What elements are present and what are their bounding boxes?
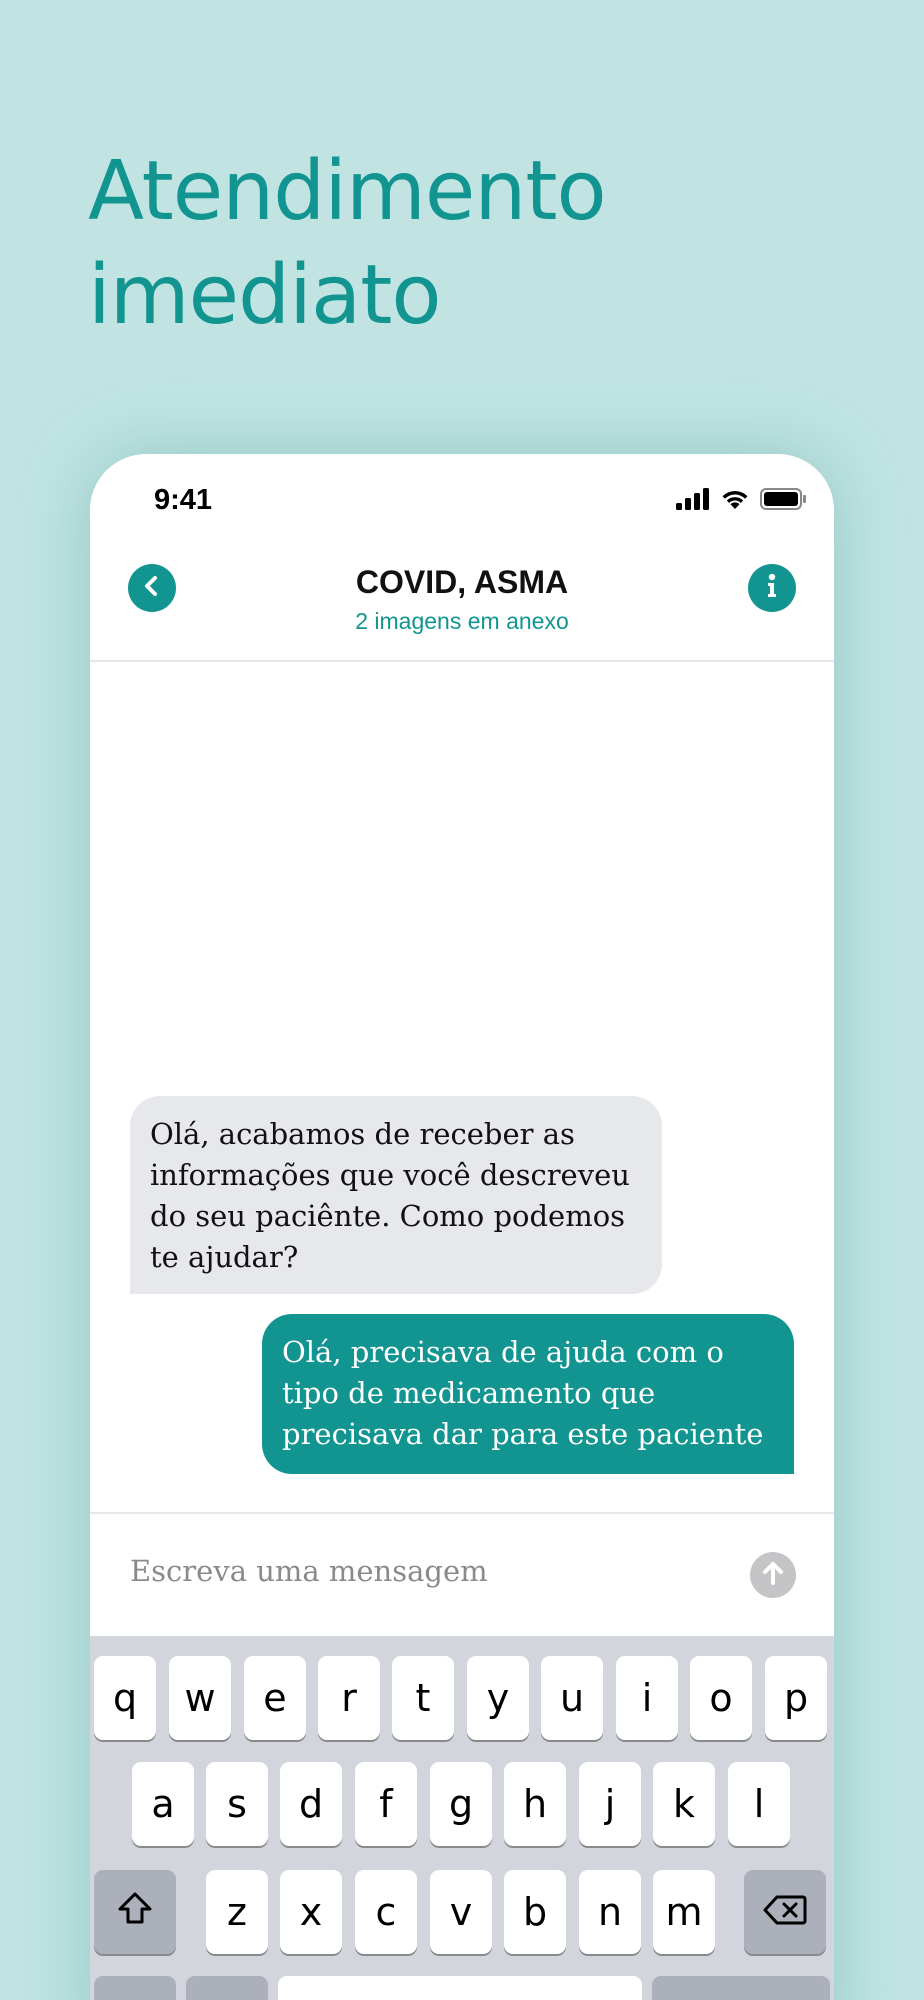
numbers-key[interactable] [94, 1976, 176, 2000]
key-p[interactable]: p [765, 1656, 827, 1740]
signal-icon [676, 488, 710, 515]
info-icon [762, 572, 782, 605]
battery-icon [760, 488, 806, 515]
chat-title: COVID, ASMA [355, 564, 569, 600]
emoji-key[interactable] [186, 1976, 268, 2000]
key-i[interactable]: i [616, 1656, 678, 1740]
key-j[interactable]: j [579, 1762, 641, 1846]
key-o[interactable]: o [690, 1656, 752, 1740]
key-e[interactable]: e [244, 1656, 306, 1740]
keyboard [90, 1636, 834, 2000]
shift-key[interactable] [94, 1870, 176, 1954]
message-input[interactable] [130, 1554, 710, 1588]
key-t[interactable]: t [392, 1656, 454, 1740]
headline-line-1: Atendimento [88, 144, 606, 239]
key-d[interactable]: d [280, 1762, 342, 1846]
key-x[interactable]: x [280, 1870, 342, 1954]
send-button[interactable] [750, 1552, 796, 1598]
headline-line-2: imediato [88, 248, 441, 343]
key-w[interactable]: w [169, 1656, 231, 1740]
return-key[interactable] [652, 1976, 830, 2000]
message-incoming: Olá, acabamos de receber as informações que você descreveu do seu paciênte. Como podemos te ajudar? [130, 1096, 662, 1294]
wifi-icon [720, 488, 750, 515]
key-n[interactable]: n [579, 1870, 641, 1954]
status-time: 9:41 [154, 484, 213, 516]
message-outgoing: Olá, precisava de ajuda com o tipo de medicamento que precisava dar para este paciente [262, 1314, 794, 1474]
key-h[interactable]: h [504, 1762, 566, 1846]
nav-bar [90, 550, 834, 662]
phone-frame [90, 454, 834, 2000]
key-c[interactable]: c [355, 1870, 417, 1954]
key-k[interactable]: k [653, 1762, 715, 1846]
attachments-link[interactable]: 2 imagens em anexo [355, 608, 569, 634]
message-composer [90, 1512, 834, 1636]
status-bar [90, 454, 834, 550]
shift-icon [117, 1890, 153, 1934]
key-u[interactable]: u [541, 1656, 603, 1740]
key-r[interactable]: r [318, 1656, 380, 1740]
send-icon [760, 1559, 786, 1592]
key-y[interactable]: y [467, 1656, 529, 1740]
info-button[interactable] [748, 564, 796, 612]
key-v[interactable]: v [430, 1870, 492, 1954]
headline [88, 140, 606, 348]
key-g[interactable]: g [430, 1762, 492, 1846]
key-s[interactable]: s [206, 1762, 268, 1846]
status-icons [676, 488, 806, 515]
key-z[interactable]: z [206, 1870, 268, 1954]
backspace-icon [763, 1890, 807, 1934]
key-f[interactable]: f [355, 1762, 417, 1846]
key-l[interactable]: l [728, 1762, 790, 1846]
key-q[interactable]: q [94, 1656, 156, 1740]
space-key[interactable] [278, 1976, 642, 2000]
backspace-key[interactable] [744, 1870, 826, 1954]
key-b[interactable]: b [504, 1870, 566, 1954]
key-m[interactable]: m [653, 1870, 715, 1954]
key-a[interactable]: a [132, 1762, 194, 1846]
